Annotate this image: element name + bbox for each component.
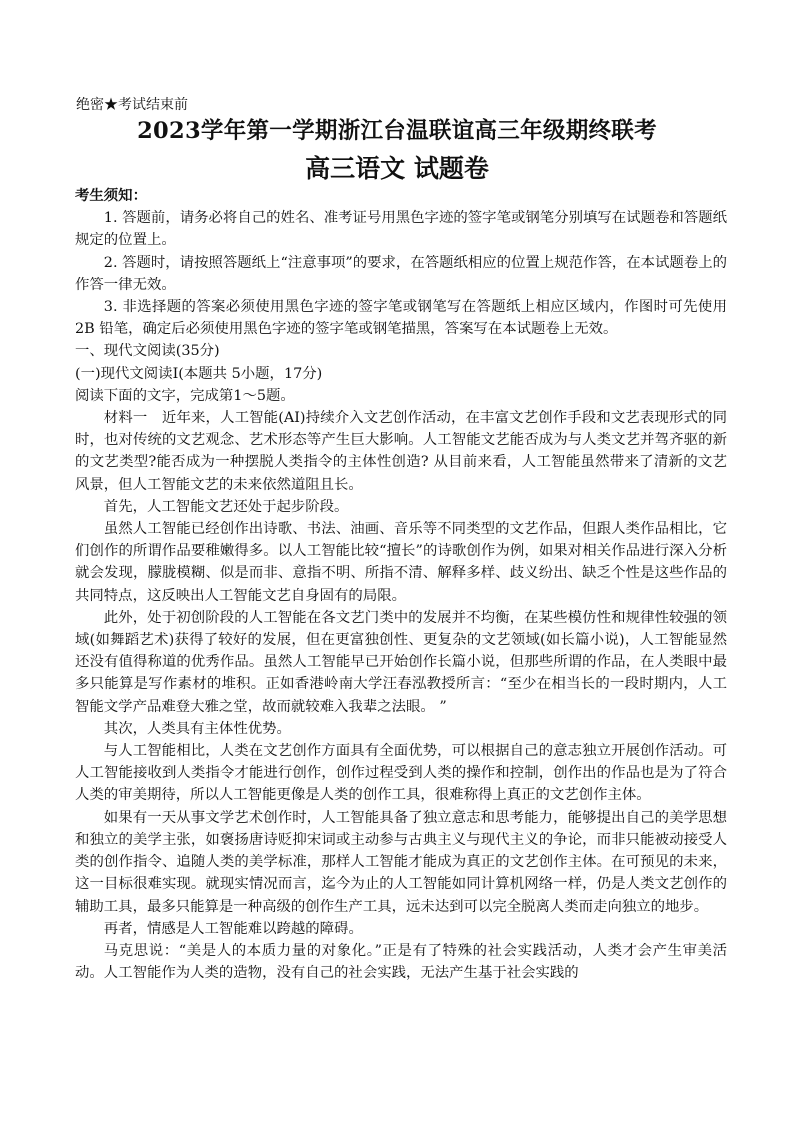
exam-subtitle: 高三语文 试题卷	[305, 154, 489, 183]
passage-paragraph-9: 马克思说：“美是人的本质力量的对象化。”正是有了特殊的社会实践活动，人类才会产生审美活动。人工智能作为人类的造物，没有自己的社会实践，无法产生基于社会实践的	[75, 942, 727, 982]
passage-paragraph-5: 其次，人类具有主体性优势。	[103, 720, 291, 737]
notice-heading: 考生须知：	[75, 187, 147, 204]
passage-paragraph-6: 与人工智能相比，人类在文艺创作方面具有全面优势，可以根据自己的意志独立开展创作活动。可人工智能接收到人类指令才能进行创作，创作过程受到人类的操作和控制，创作出的作品也是为了符合人类的审美期待，所以人工智能更像是人类的创作工具，很难称得上真正的文艺创作主体。	[75, 743, 727, 804]
notice-item-1: 1. 答题前，请务必将自己的姓名、准考证号用黑色字迹的签字笔或钢笔分别填写在试题卷和答题纸规定的位置上。	[75, 210, 727, 249]
section-title: 一、现代文阅读(35分)	[75, 343, 220, 360]
passage-paragraph-3: 虽然人工智能已经创作出诗歌、书法、油画、音乐等不同类型的文艺作品，但跟人类作品相比，它们创作的所谓作品要稚嫩得多。以人工智能比较“擅长”的诗歌创作为例，如果对相关作品进行深入分析就会发现，朦胧模糊、似是而非、意指不明、所指不清、解释多样、歧义纷出、缺乏个性是这些作品的共同特点，这反映出人工智能文艺自身固有的局限。	[75, 521, 727, 604]
passage-paragraph-4: 此外，处于初创阶段的人工智能在各文艺门类中的发展并不均衡，在某些模仿性和规律性较强的领域(如舞蹈艺术)获得了较好的发展，但在更富独创性、更复杂的文艺领域(如长篇小说)，人工智能显然还没有值得称道的优秀作品。虽然人工智能早已开始创作长篇小说，但那些所谓的作品，在人类眼中最多只能算是写作素材的堆积。正如香港岭南大学汪春泓教授所言：“至少在相当长的一段时期内，人工智能文学产品难登大雅之堂，故而就较难入我辈之法眼。 ”	[75, 609, 727, 715]
secret-label: 绝密★考试结束前	[76, 97, 188, 113]
notice-item-3: 3. 非选择题的答案必须使用黑色字迹的签字笔或钢笔写在答题纸上相应区域内，作图时可先使用2B 铅笔，确定后必须使用黑色字迹的签字笔或钢笔描黑，答案写在本试题卷上无效。	[75, 299, 727, 338]
passage-paragraph-8: 再者，情感是人工智能难以跨越的障碍。	[103, 920, 363, 937]
section-instruction: 阅读下面的文字，完成第1～5题。	[75, 387, 295, 404]
passage-paragraph-1: 材料一 近年来，人工智能(AI)持续介入文艺创作活动，在丰富文艺创作手段和文艺表现形式的同时，也对传统的文艺观念、艺术形态等产生巨大影响。人工智能文艺能否成为与人类文艺并驾齐驱的新的文艺类型?能否成为一种摆脱人类指令的主体性创造? 从目前来看，人工智能虽然带来了清新的文艺风景，但人工智能文艺的未来依然道阻且长。	[75, 410, 727, 493]
notice-item-2: 2. 答题时，请按照答题纸上“注意事项”的要求，在答题纸相应的位置上规范作答，在本试题卷上的作答一律无效。	[75, 254, 727, 293]
section-subtitle: (一)现代文阅读Ⅰ(本题共 5小题，17分)	[75, 365, 323, 382]
exam-body	[75, 185, 727, 984]
passage-paragraph-2: 首先，人工智能文艺还处于起步阶段。	[103, 498, 349, 515]
exam-title: 2023学年第一学期浙江台温联谊高三年级期终联考	[137, 118, 657, 144]
passage-paragraph-7: 如果有一天从事文学艺术创作时，人工智能具备了独立意志和思考能力，能够提出自己的美学思想和独立的美学主张，如褒扬唐诗贬抑宋词或主动参与古典主义与现代主义的争论，而非只能被动接受人类的创作指令、追随人类的美学标准，那样人工智能才能成为真正的文艺创作主体。在可预见的未来，这一目标很难实现。就现实情况而言，迄今为止的人工智能如同计算机网络一样，仍是人类文艺创作的辅助工具，最多只能算是一种高级的创作生产工具，远未达到可以完全脱离人类而走向独立的地步。	[75, 809, 727, 915]
